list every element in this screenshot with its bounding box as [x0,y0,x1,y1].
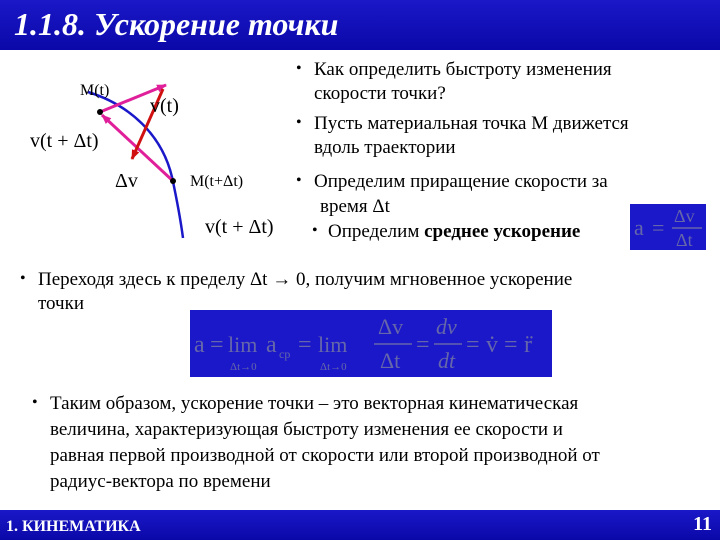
bullet-let-line2: вдоль траектории [314,137,456,158]
inst-a-avg-sub: ср [279,347,291,361]
inst-frac1-num: Δv [378,314,404,339]
sub-bullet-bold: среднее ускорение [424,221,581,242]
page-title: 1.1.8. Ускорение точки [14,6,339,42]
label-v-t: v(t) [150,95,179,117]
bullet-dot: • [20,270,26,287]
inst-r-ddot: r̈ [524,332,532,358]
point-m-end [170,178,176,184]
inst-eq3: = [416,332,430,358]
sub-bullet-prefix: Определим [328,221,425,242]
sub-bullet-average [328,219,580,245]
instant-acceleration-formula [190,310,552,377]
page-number: 11 [693,513,712,535]
inst-eq2: = [298,332,312,358]
inst-frac2-num: dv [436,314,457,339]
point-m-start [97,109,103,115]
inst-lim2-sub: Δt→0 [320,361,347,373]
inst-frac2-den: dt [438,348,456,373]
label-delta-v: Δv [115,170,138,192]
inst-eq1: = [210,332,224,358]
inst-v-dot: v̇ [486,332,498,358]
inst-eq5: = [504,332,518,358]
label-m-t: M(t) [80,82,110,99]
inst-lim1-sub: Δt→0 [230,361,257,373]
conclusion-line4: радиус-вектора по времени [50,471,271,492]
bullet-dot: • [32,394,38,411]
inst-eq4: = [466,332,480,358]
avg-formula-den: Δt [676,230,693,250]
limit-line2: точки [38,293,85,314]
inst-a-avg: a [266,332,277,358]
avg-formula-equals: = [652,215,665,240]
conclusion-line3: равная первой производной от скорости или второй производной от [50,445,600,466]
inst-lhs: a [194,332,205,358]
inst-lim1: lim [228,332,258,357]
title-bar [0,0,720,50]
kinematics-diagram [0,55,300,250]
bullet-how-line2: скорости точки? [314,83,446,104]
bullet-how-line1: Как определить быстроту изменения [314,59,612,80]
bullet-let-line1: Пусть материальная точка М движется [314,113,629,134]
bullet-dot: • [296,60,302,77]
conclusion-line1: Таким образом, ускорение точки – это векторная кинематическая [50,393,579,414]
bullet-dot: • [296,172,302,189]
footer-section-label: 1. КИНЕМАТИКА [6,518,141,535]
avg-formula-lhs: a [634,215,644,240]
label-v-t-dt-left: v(t + Δt) [30,130,99,152]
bullet-dot: • [296,114,302,131]
inst-lim2: lim [318,332,348,357]
inst-frac1-den: Δt [380,348,401,373]
bullet-increment-line2: время Δt [320,196,390,217]
conclusion-line2: величина, характеризующая быстроту изменения ее скорости и [50,419,563,440]
avg-acceleration-formula [630,204,706,250]
label-m-t-dt: M(t+Δt) [190,173,244,190]
bullet-increment-line1: Определим приращение скорости за [314,171,608,192]
limit-line1: Переходя здесь к пределу Δt → 0, получим мгновенное ускорение [38,269,573,290]
label-v-t-dt-bottom: v(t + Δt) [205,216,274,238]
footer-bar [0,510,720,540]
avg-formula-num: Δv [674,206,695,226]
bullet-dot: • [312,222,318,239]
